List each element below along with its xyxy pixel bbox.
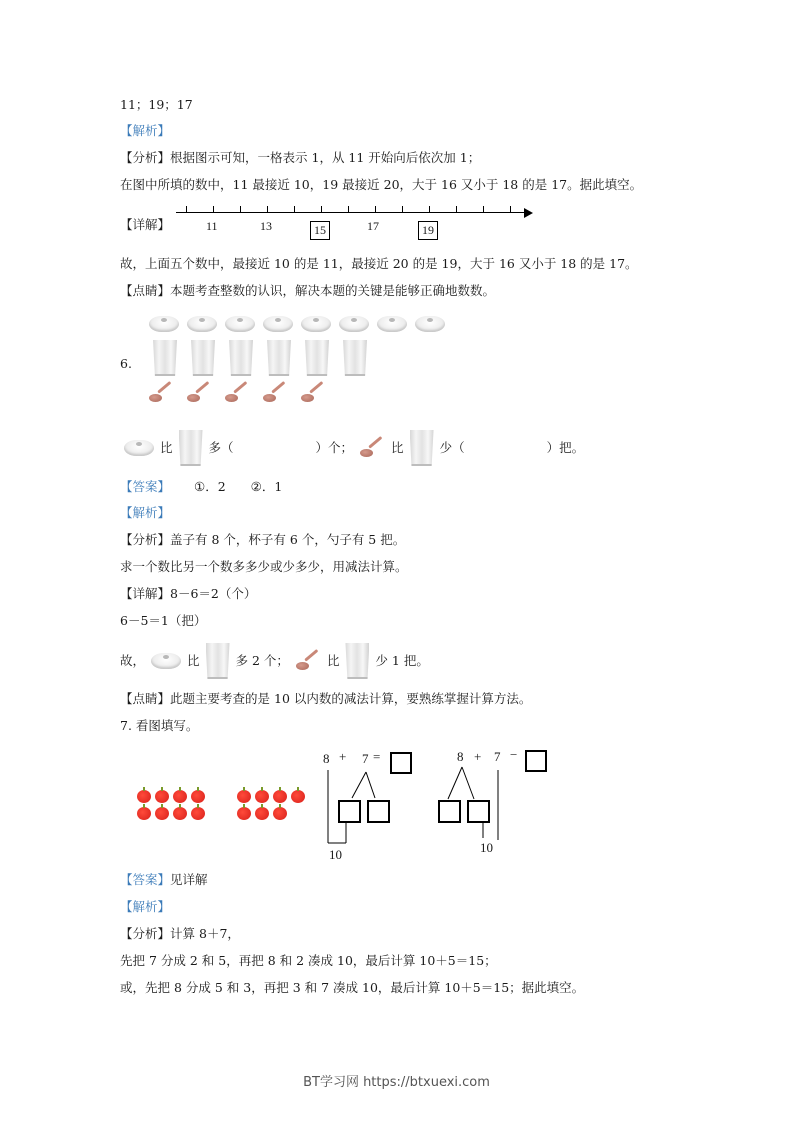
answer-tag: 【答案】 bbox=[120, 479, 171, 494]
number-line-boxed-label: 15 bbox=[310, 221, 330, 240]
apple-icon bbox=[191, 790, 205, 803]
spoon-icon bbox=[148, 382, 174, 404]
text-shao: 少（ bbox=[439, 440, 465, 455]
apple-icon bbox=[237, 790, 251, 803]
lids-row bbox=[149, 316, 445, 332]
eq1-ten: 10 bbox=[329, 847, 342, 862]
eq2-result-box[interactable] bbox=[525, 750, 547, 772]
text-bi: 比 bbox=[187, 653, 200, 668]
q7-line3: 或，先把 8 分成 5 和 3，再把 3 和 7 凑成 10，最后计算 10＋5＝15；据此填空。 bbox=[120, 980, 585, 995]
apple-group-2 bbox=[237, 790, 313, 820]
spoon-icon bbox=[359, 437, 385, 459]
apple-icon bbox=[173, 790, 187, 803]
apple-icon bbox=[137, 807, 151, 820]
text-duo: 多（ bbox=[208, 440, 234, 455]
text-duo: 多 2 个； bbox=[235, 653, 289, 668]
tick bbox=[402, 206, 403, 213]
glass-icon bbox=[191, 340, 215, 376]
dianjing-text: 本题考查整数的认识，解决本题的关键是能够正确地数数。 bbox=[170, 283, 496, 298]
eq2-eq: − bbox=[510, 747, 518, 762]
xiangjie-text: 8－6＝2（个） bbox=[170, 586, 257, 601]
lid-icon bbox=[301, 316, 331, 332]
q5-conclusion: 故，上面五个数中，最接近 10 的是 11，最接近 20 的是 19，大于 16 又小于 18 的是 17。 bbox=[120, 256, 638, 271]
q5-xiangjie-tag: 【详解】 bbox=[120, 217, 171, 232]
fenxi-tag: 【分析】 bbox=[120, 150, 171, 165]
eq1-b: 7 bbox=[362, 751, 369, 766]
lid-icon bbox=[187, 316, 217, 332]
tick bbox=[294, 206, 295, 213]
q7-answer bbox=[120, 871, 208, 889]
q6-conclusion bbox=[120, 643, 429, 679]
apple-icon bbox=[273, 790, 287, 803]
spoon-icon bbox=[295, 650, 321, 672]
lid-icon bbox=[124, 440, 154, 456]
dianjing-tag: 【点睛】 bbox=[120, 691, 171, 706]
glass-icon bbox=[206, 643, 230, 679]
eq2-part-box-2[interactable] bbox=[467, 800, 490, 823]
spoon-icon bbox=[300, 382, 326, 404]
apple-icon bbox=[191, 807, 205, 820]
text-bi: 比 bbox=[391, 440, 404, 455]
number-line bbox=[176, 204, 536, 244]
text-bi: 比 bbox=[326, 653, 340, 668]
fenxi-tag: 【分析】 bbox=[120, 926, 171, 941]
q7-jiexi-tag: 【解析】 bbox=[120, 899, 171, 914]
spoon-icon bbox=[262, 382, 288, 404]
apple-icon bbox=[255, 807, 269, 820]
apple-icon bbox=[291, 790, 305, 803]
apple-group-1 bbox=[137, 790, 213, 820]
lid-icon bbox=[149, 316, 179, 332]
apple-icon bbox=[237, 807, 251, 820]
glass-icon bbox=[267, 340, 291, 376]
tick bbox=[510, 206, 511, 213]
tick bbox=[186, 206, 187, 213]
q7-line2: 先把 7 分成 2 和 5，再把 8 和 2 凑成 10，最后计算 10＋5＝15； bbox=[120, 953, 497, 968]
q7-title: 7. 看图填写。 bbox=[120, 718, 199, 733]
eq1-op: + bbox=[339, 749, 347, 764]
q6-fenxi-text2: 求一个数比另一个数多多少或少多少，用减法计算。 bbox=[120, 559, 408, 574]
q6-fenxi bbox=[120, 531, 405, 549]
number-line-label: 13 bbox=[260, 219, 272, 233]
apple-icon bbox=[155, 790, 169, 803]
q6-xiangjie-text2: 6－5＝1（把） bbox=[120, 613, 207, 628]
q5-fenxi-text2: 在图中所填的数中，11 最接近 10，19 最接近 20，大于 16 又小于 18 的是 17。据此填空。 bbox=[120, 177, 643, 192]
glass-icon bbox=[345, 643, 369, 679]
arrow-right-icon bbox=[524, 208, 533, 218]
glass-icon bbox=[410, 430, 434, 466]
text-gu: 故， bbox=[120, 653, 146, 668]
glass-icon bbox=[229, 340, 253, 376]
answer-text: ①．2 ②．1 bbox=[194, 479, 283, 494]
apple-icon bbox=[273, 807, 287, 820]
eq1-split-lines bbox=[320, 770, 410, 850]
eq2-b: 7 bbox=[494, 749, 501, 764]
lid-icon bbox=[339, 316, 369, 332]
dianjing-tag: 【点睛】 bbox=[120, 283, 171, 298]
eq2-op: + bbox=[474, 749, 482, 764]
apple-icon bbox=[155, 807, 169, 820]
eq1-part-box-2[interactable] bbox=[367, 800, 390, 823]
number-line-boxed-label: 19 bbox=[418, 221, 438, 240]
q5-dianjing bbox=[120, 282, 495, 300]
q6-jiexi-tag: 【解析】 bbox=[120, 505, 171, 520]
tick bbox=[213, 206, 214, 213]
footer-watermark: BT学习网 https://btxuexi.com bbox=[303, 1075, 490, 1090]
q6-number: 6. bbox=[120, 356, 132, 371]
fenxi-tag: 【分析】 bbox=[120, 532, 171, 547]
spoon-icon bbox=[186, 382, 212, 404]
tick bbox=[348, 206, 349, 213]
number-line-label: 17 bbox=[367, 219, 379, 233]
answer-text: 见详解 bbox=[170, 872, 208, 887]
tick bbox=[456, 206, 457, 213]
fenxi-text: 盖子有 8 个，杯子有 6 个，勺子有 5 把。 bbox=[170, 532, 406, 547]
glass-icon bbox=[343, 340, 367, 376]
fenxi-text: 计算 8＋7， bbox=[170, 926, 240, 941]
eq1-part-box-1[interactable] bbox=[338, 800, 361, 823]
q6-answer bbox=[120, 478, 282, 496]
glass-icon bbox=[153, 340, 177, 376]
q5-fenxi bbox=[120, 149, 480, 167]
glass-icon bbox=[179, 430, 203, 466]
glasses-row bbox=[153, 340, 367, 376]
eq1-eq: = bbox=[373, 749, 381, 764]
eq2-a: 8 bbox=[457, 749, 464, 764]
dianjing-text: 此题主要考查的是 10 以内数的减法计算，要熟练掌握计算方法。 bbox=[170, 691, 532, 706]
text-ge: ）个； bbox=[315, 440, 354, 455]
answer-tag: 【答案】 bbox=[120, 872, 171, 887]
spoon-icon bbox=[224, 382, 250, 404]
fenxi-text: 根据图示可知，一格表示 1，从 11 开始向后依次加 1； bbox=[170, 150, 481, 165]
lid-icon bbox=[415, 316, 445, 332]
q5-answer-line: 11；19；17 bbox=[120, 97, 193, 112]
number-line-label: 11 bbox=[206, 219, 218, 233]
text-ba: ）把。 bbox=[546, 440, 585, 455]
lid-icon bbox=[151, 653, 181, 669]
apple-icon bbox=[173, 807, 187, 820]
number-line-axis bbox=[176, 212, 526, 213]
tick bbox=[483, 206, 484, 213]
eq2-part-box-1[interactable] bbox=[438, 800, 461, 823]
tick bbox=[375, 206, 376, 213]
tick bbox=[267, 206, 268, 213]
eq1-a: 8 bbox=[323, 751, 330, 766]
glass-icon bbox=[305, 340, 329, 376]
text-bi: 比 bbox=[160, 440, 173, 455]
apple-icon bbox=[137, 790, 151, 803]
tick bbox=[321, 206, 322, 213]
q6-question bbox=[124, 430, 584, 466]
xiangjie-tag: 【详解】 bbox=[120, 586, 171, 601]
q5-jiexi-tag: 【解析】 bbox=[120, 123, 171, 138]
tick bbox=[240, 206, 241, 213]
apple-icon bbox=[255, 790, 269, 803]
q6-dianjing bbox=[120, 690, 531, 708]
lid-icon bbox=[377, 316, 407, 332]
eq2-ten: 10 bbox=[480, 840, 493, 855]
lid-icon bbox=[225, 316, 255, 332]
q6-xiangjie bbox=[120, 585, 256, 603]
spoons-row bbox=[148, 382, 326, 404]
tick bbox=[429, 206, 430, 213]
lid-icon bbox=[263, 316, 293, 332]
text-shao: 少 1 把。 bbox=[375, 653, 429, 668]
q7-fenxi bbox=[120, 925, 240, 943]
